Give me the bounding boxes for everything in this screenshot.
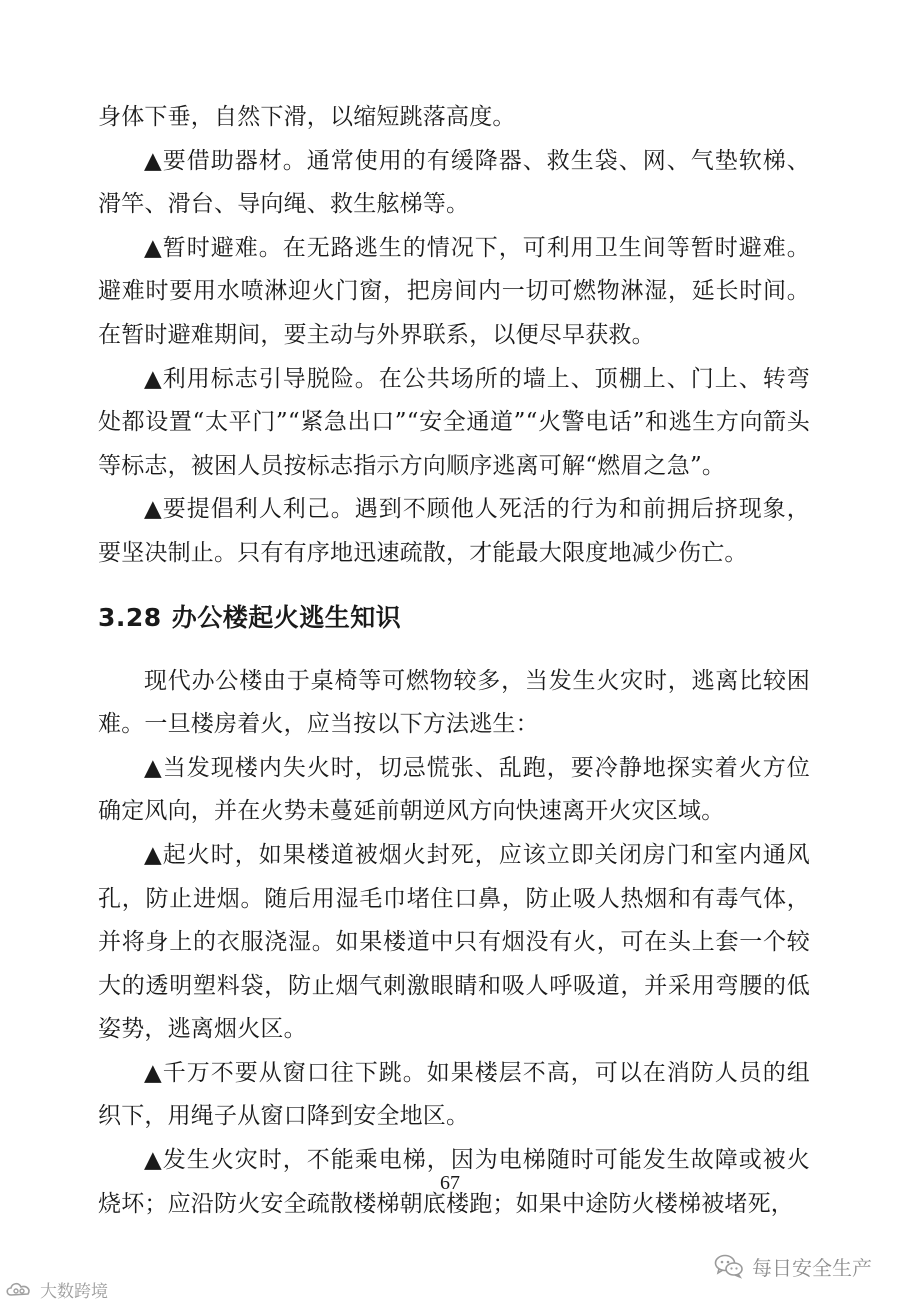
watermark-left bbox=[4, 1276, 108, 1302]
paragraph-continuation: 身体下垂，自然下滑，以缩短跳落高度。 bbox=[98, 104, 516, 130]
paragraph-smoke: ▲起火时，如果楼道被烟火封死，应该立即关闭房门和室内通风孔，防止进烟。随后用湿毛巾堵住口鼻，防止吸人热烟和有毒气体，并将身上的衣服浇湿。如果楼道中只有烟没有火，可在头上套一个较大的透明塑料袋，防止烟气刺激眼睛和吸人呼吸道，并采用弯腰的低姿势，逃离烟火区。 bbox=[98, 841, 810, 1043]
wechat-icon bbox=[714, 1253, 744, 1279]
section-title: 办公楼起火逃生知识 bbox=[171, 602, 402, 632]
paragraph-temporary-refuge: ▲暂时避难。在无路逃生的情况下，可利用卫生间等暂时避难。避难时要用水喷淋迎火门窗，把房间内一切可燃物淋湿，延长时间。在暂时避难期间，要主动与外界联系，以便尽早获救。 bbox=[98, 234, 810, 348]
watermark-right bbox=[714, 1248, 872, 1284]
body-text bbox=[98, 96, 810, 1226]
watermark-left-text: 大数跨境 bbox=[40, 1281, 108, 1302]
paragraph-equipment: ▲要借助器材。通常使用的有缓降器、救生袋、网、气垫软梯、滑竿、滑台、导向绳、救生舷梯等。 bbox=[98, 147, 810, 218]
paragraph-no-jumping: ▲千万不要从窗口往下跳。如果楼层不高，可以在消防人员的组织下，用绳子从窗口降到安全地区。 bbox=[98, 1059, 810, 1130]
paragraph-orderly-evacuation: ▲要提倡利人利己。遇到不顾他人死活的行为和前拥后挤现象，要坚决制止。只有有序地迅速疏散，才能最大限度地减少伤亡。 bbox=[98, 496, 810, 566]
paragraph-no-elevator: ▲发生火灾时，不能乘电梯，因为电梯随时可能发生故障或被火烧坏；应沿防火安全疏散楼梯朝底楼跑；如果中途防火楼梯被堵死， bbox=[98, 1147, 810, 1217]
section-heading bbox=[98, 588, 810, 648]
paragraph-intro: 现代办公楼由于桌椅等可燃物较多，当发生火灾时，逃离比较困难。一旦楼房着火，应当按以下方法逃生： bbox=[98, 667, 810, 738]
paragraph-stay-calm: ▲当发现楼内失火时，切忌慌张、乱跑，要冷静地探实着火方位确定风向，并在火势未蔓延前朝逆风方向快速离开火灾区域。 bbox=[98, 754, 810, 825]
page-number: 67 bbox=[440, 1172, 460, 1194]
section-number: 3.28 bbox=[98, 602, 162, 632]
paragraph-exit-signs: ▲利用标志引导脱险。在公共场所的墙上、顶棚上、门上、转弯处都设置“太平门”“紧急出口”“安全通道”“火警电话”和逃生方向箭头等标志，被困人员按标志指示方向顺序逃离可解“燃眉之急”。 bbox=[98, 365, 810, 479]
cloud-logo-icon bbox=[4, 1279, 34, 1299]
watermark-right-text: 每日安全生产 bbox=[752, 1255, 872, 1280]
